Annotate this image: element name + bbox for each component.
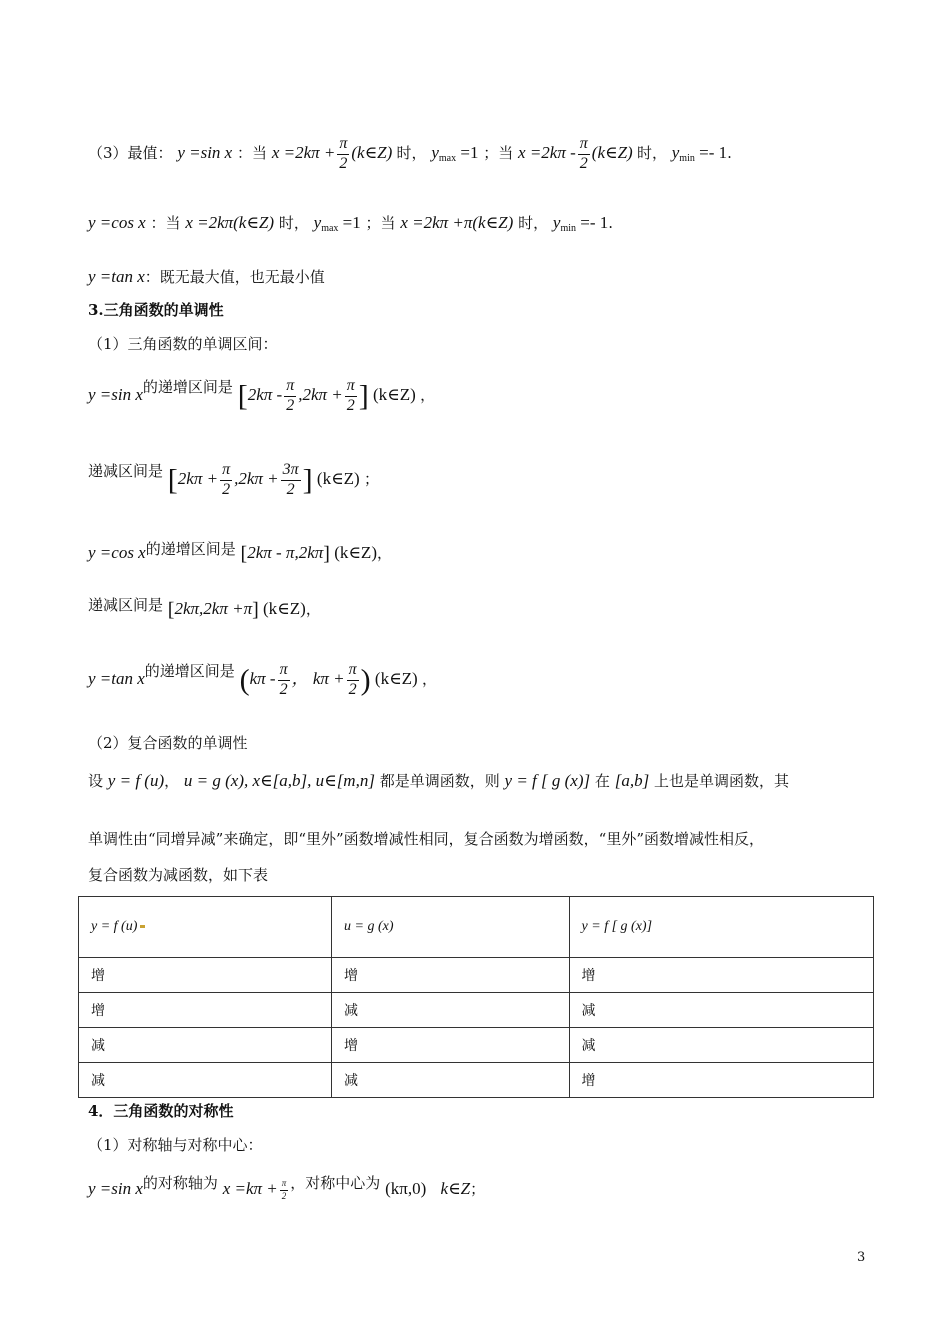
sin-max-condition: x =2kπ + $\frac{\pi}{2}$ (k∈Z) [271, 135, 393, 172]
comma: ， [164, 772, 180, 790]
ymax: $y_{max} =1$ [313, 213, 361, 234]
section3-heading: 3.三角函数的单调性 [88, 301, 224, 319]
sin-dec-interval: [2kπ + $\frac{\pi}{2}$ ,2kπ + $\frac{3\pi}{2}$ ] (k∈Z) [167, 461, 360, 498]
dec-text: 递减区间是 [88, 596, 164, 614]
table-cell: 增 [79, 958, 332, 993]
sin-increasing-line [88, 378, 435, 415]
ymin: $y_{min} =- 1$ [552, 213, 609, 234]
comma: ， [420, 386, 436, 405]
sin-function: y =sin x [88, 1179, 143, 1198]
fraction: $\frac{\pi}{2}$ [339, 135, 348, 172]
table-header-cell: y = f [ g (x)] [569, 897, 873, 958]
cos-function: y =cos x [88, 543, 146, 562]
semi-dang-text: ；当 [365, 214, 396, 232]
axis-text: 的对称轴为 [142, 1174, 218, 1192]
comma: ， [305, 600, 321, 618]
dang-text: ：当 [150, 214, 181, 232]
ymax: $y_{max} =1$ [431, 143, 479, 165]
section4-heading: 4．三角函数的对称性 [88, 1102, 234, 1120]
cos-dec-interval: [2kπ,2kπ +π] (k∈Z) [167, 599, 306, 622]
sin-function: y =sin x [88, 385, 143, 405]
comma: ， [421, 670, 437, 689]
section3-sub1: （1）三角函数的单调区间： [88, 335, 278, 353]
cos-max-min-line: y =cos x ：当 x =2kπ(k∈Z) 时， $y_{max} =1$ ；当 x =2kπ +π(k∈Z) 时， $y_{min} =- 1$. [88, 213, 614, 234]
inc-text: 的递增区间是 [145, 540, 236, 558]
table-header-cell: u = g (x) [332, 897, 570, 958]
table-cell: 减 [332, 993, 570, 1028]
tan-text: ：既无最大值，也无最小值 [144, 268, 325, 286]
label-text: （3）最值： [88, 144, 173, 163]
table-cell: 减 [569, 993, 873, 1028]
cos-max-condition: x =2kπ(k∈Z) [185, 213, 275, 232]
table-cell: 增 [569, 1063, 873, 1098]
cos-min-condition: x =2kπ +π(k∈Z) [400, 213, 514, 232]
section3-sub2: （2）复合函数的单调性 [88, 734, 248, 752]
tan-function: y =tan x [88, 669, 145, 689]
outer-function: y = f (u) [107, 771, 165, 790]
inc-text: 的递增区间是 [144, 662, 235, 681]
table-row [79, 958, 874, 993]
shi-text: 时， [278, 214, 309, 232]
cos-increasing-line [88, 542, 392, 564]
composite-paragraph-line1 [88, 772, 789, 789]
sin-inc-interval: [2kπ - $\frac{\pi}{2}$ ,2kπ + $\frac{\pi}{2}$ ] (k∈Z) [237, 377, 416, 414]
tan-inc-interval: (kπ - $\frac{\pi}{2}$ ， kπ + $\frac{\pi}{2}$ ) (k∈Z) [239, 661, 418, 698]
composite-paragraph-line2: 单调性由“同增异减”来确定，即“里外”函数增减性相同，复合函数为增函数，“里外”函数增减性相反， [88, 830, 765, 848]
table-row [79, 1063, 874, 1098]
center-formula: (kπ,0) [385, 1179, 427, 1198]
inner-function: u = g (x), x∈[a,b], u∈[m,n] [183, 771, 375, 790]
inc-text: 的递增区间是 [142, 378, 233, 397]
shi-text: 时， [518, 214, 549, 232]
sin-decreasing-line [88, 462, 379, 499]
shi-text: 时， [636, 144, 667, 163]
section4-sub1: （1）对称轴与对称中心： [88, 1136, 263, 1154]
table-header-row [79, 897, 874, 958]
tan-increasing-line [88, 662, 437, 699]
zai-text: 在 [594, 772, 610, 790]
tan-function: y =tan x [88, 267, 145, 286]
table-cell: 增 [79, 993, 332, 1028]
she-text: 设 [88, 772, 104, 790]
table-cell: 减 [79, 1063, 332, 1098]
max-min-line: （3）最值： y =sin x ：当 x =2kπ + $\frac{\pi}{2}$ (k∈Z) 时， $y_{max} =1$ ；当 x =2kπ - $\frac{\pi}{2}$ (k∈Z) 时， $y_{min} =- 1$. [88, 135, 732, 172]
table-row [79, 1028, 874, 1063]
sin-symmetry-line [88, 1176, 485, 1201]
semi-dang-text: ；当 [483, 144, 514, 163]
table-cell: 减 [569, 1028, 873, 1063]
cos-inc-interval: [2kπ - π,2kπ] (k∈Z) [240, 543, 377, 566]
cos-decreasing-line [88, 598, 321, 620]
table-cell: 减 [332, 1063, 570, 1098]
tail-text: 上也是单调函数，其 [653, 772, 789, 790]
tan-line [88, 268, 325, 285]
comma: ， [376, 544, 392, 562]
mid-text: 都是单调函数，则 [379, 772, 500, 790]
page-number: 3 [857, 1250, 866, 1265]
sin-function: y =sin x [177, 143, 233, 163]
semicolon: ； [470, 1180, 486, 1198]
axis-formula: x =kπ + $\frac{\pi}{2}$ [222, 1178, 287, 1201]
ymin: $y_{min} =- 1$ [671, 143, 728, 165]
table-cell: 增 [332, 958, 570, 993]
sin-min-condition: x =2kπ - $\frac{\pi}{2}$ (k∈Z) [518, 135, 633, 172]
marker-icon [140, 925, 145, 928]
table-header-cell: y = f (u) [79, 897, 332, 958]
table-cell: 增 [569, 958, 873, 993]
shi-text: 时， [396, 144, 427, 163]
table-cell: 减 [79, 1028, 332, 1063]
cos-function: y =cos x [88, 213, 146, 232]
dec-text: 递减区间是 [88, 462, 164, 481]
composite-function: y = f [ g (x)] [504, 771, 591, 790]
semicolon: ； [363, 470, 379, 489]
table-cell: 增 [332, 1028, 570, 1063]
table-row [79, 993, 874, 1028]
composite-paragraph-line3: 复合函数为减函数，如下表 [88, 866, 269, 884]
dang-text: ：当 [237, 144, 268, 163]
fraction: $\frac{\pi}{2}$ [579, 135, 588, 172]
monotonicity-table [78, 896, 874, 1098]
center-text: ，对称中心为 [290, 1174, 381, 1192]
interval-ab: [a,b] [614, 771, 650, 790]
k-in-z: k∈Z [440, 1179, 471, 1198]
